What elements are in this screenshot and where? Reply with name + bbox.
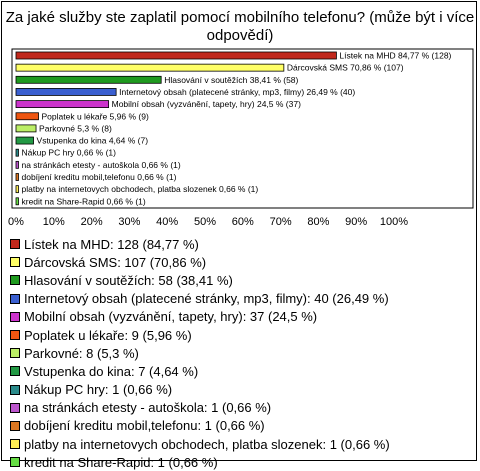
bar-label-9: Nákup PC hry 0,66 % (1) [21,147,116,158]
bar-6 [16,113,39,120]
legend-swatch-13 [10,457,20,467]
x-tick-label-6: 60% [231,216,254,228]
legend-label-11: dobíjení kreditu mobil,telefonu: 1 (0,66 %) [24,418,265,434]
legend-item-3 [10,271,476,289]
legend-item-1 [10,235,476,253]
bar-3 [16,76,161,83]
x-tick-label-10: 100% [379,216,409,228]
legend-item-11 [10,417,476,435]
legend-swatch-11 [10,421,20,431]
x-tick-label-4: 40% [156,216,179,228]
bar-9 [16,149,18,156]
bar-label-13: kredit na Share-Rapid 0,66 % (1) [21,196,146,207]
legend-swatch-5 [10,312,20,322]
bar-label-10: na stránkách etesty - autoškola 0,66 % (1) [21,159,181,170]
bar-label-3: Hlasování v soutěžích 38,41 % (58) [164,74,299,85]
bar-label-12: platby na internetovych obchodech, platba slozenek 0,66 % (1) [21,184,259,195]
bar-label-6: Poplatek u lékaře 5,96 % (9) [41,111,149,122]
x-tick-label-7: 70% [269,216,292,228]
bar-11 [16,174,18,181]
x-tick-label-9: 90% [345,216,368,228]
legend-item-7 [10,344,476,362]
chart-frame [1,1,477,470]
bar-8 [16,137,34,144]
legend-swatch-4 [10,294,20,304]
legend-item-13 [10,453,476,471]
legend-item-5 [10,308,476,326]
legend-item-10 [10,399,476,417]
chart-title: Za jaké služby ste zaplatil pomocí mobilního telefonu? (může být i více odpovědí) [5,9,475,44]
legend-label-1: Lístek na MHD: 128 (84,77 %) [24,236,199,252]
legend-swatch-6 [10,330,20,340]
legend-label-8: Vstupenka do kina: 7 (4,64 %) [24,363,199,379]
bar-4 [16,88,116,95]
legend-swatch-8 [10,366,20,376]
bar-label-2: Dárcovská SMS 70,86 % (107) [286,62,404,73]
legend-label-7: Parkovné: 8 (5,3 %) [24,345,139,361]
legend-item-2 [10,253,476,271]
legend-label-10: na stránkách etesty - autoškola: 1 (0,66 %) [24,400,272,416]
legend-swatch-9 [10,385,20,395]
legend-item-4 [10,290,476,308]
bar-13 [16,198,18,205]
x-tick-label-8: 80% [307,216,330,228]
bar-1 [16,52,336,59]
bar-label-11: dobíjení kreditu mobil,telefonu 0,66 % (1) [21,172,177,182]
bar-label-1: Lístek na MHD 84,77 % (128) [339,50,452,61]
bar-2 [16,64,284,71]
legend-label-6: Poplatek u lékaře: 9 (5,96 %) [24,327,192,343]
legend-item-12 [10,435,476,453]
legend-item-8 [10,362,476,380]
legend-label-5: Mobilní obsah (vyzvánění, tapety, hry): 37 (24,5 %) [24,309,318,325]
legend-label-3: Hlasování v soutěžích: 58 (38,41 %) [24,272,233,288]
bar-label-4: Internetový obsah (platecené stránky, mp3, filmy) 26,49 % (40) [119,86,356,97]
legend-item-9 [10,381,476,399]
bar-label-8: Vstupenka do kina 4,64 % (7) [36,135,149,146]
legend-label-13: kredit na Share-Rapid: 1 (0,66 %) [24,454,218,470]
legend-label-12: platby na internetovych obchodech, platba slozenek: 1 (0,66 %) [24,436,390,452]
legend-swatch-3 [10,275,20,285]
bar-12 [16,186,18,193]
legend-label-4: Internetový obsah (platecené stránky, mp3, filmy): 40 (26,49 %) [24,291,389,307]
bar-label-5: Mobilní obsah (vyzvánění, tapety, hry) 24,5 % (37) [111,99,301,110]
legend-label-2: Dárcovská SMS: 107 (70,86 %) [24,254,207,270]
legend-item-6 [10,326,476,344]
legend-swatch-12 [10,439,20,449]
legend [10,235,476,471]
legend-label-9: Nákup PC hry: 1 (0,66 %) [24,382,173,398]
bar-10 [16,161,18,168]
x-tick-label-2: 20% [80,216,103,228]
bar-5 [16,101,109,108]
x-tick-label-0: 0% [8,216,24,228]
x-tick-label-5: 50% [193,216,217,228]
legend-swatch-2 [10,257,20,267]
legend-swatch-10 [10,403,20,413]
bar-label-7: Parkovné 5,3 % (8) [39,123,112,134]
bar-chart [2,2,478,232]
legend-swatch-1 [10,239,20,249]
legend-swatch-7 [10,348,20,358]
bar-7 [16,125,36,132]
x-tick-label-1: 10% [42,216,65,228]
x-tick-label-3: 30% [118,216,141,228]
